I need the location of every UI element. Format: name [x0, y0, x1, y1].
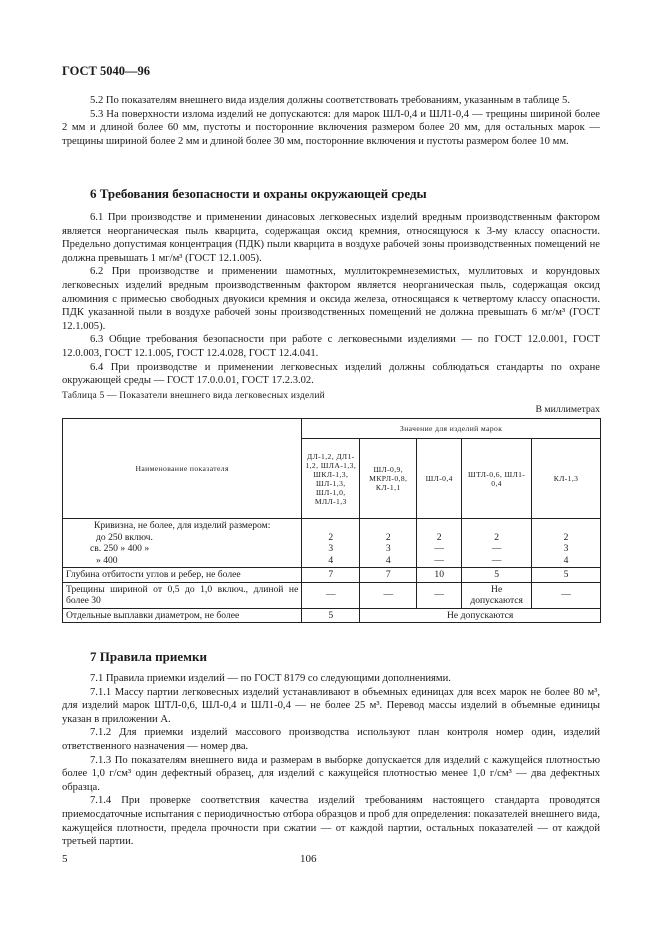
header-col-1: ДЛ-1,2, ДЛ1-1,2, ШЛА-1,3, ШКЛ-1,3, ШЛ-1,3, ШЛ-1,0, МЛЛ-1,3	[302, 439, 360, 519]
cell: 7	[302, 568, 360, 583]
paragraph-6-2: 6.2 При производстве и применении шамотных, муллитокремнеземистых, муллитовых и корундовых легковесных изделий вредным производственным фактором является неорганическая пыль, содержащая оксид алюминия с примесью свободных двуокиси кремния и оксида железа, относящаяся к четвертому классу опасности. ПДК указанной пыли в воздухе рабочей зоны производственных помещений не должна превышать 6 мг/м³ (ГОСТ 12.1.005).	[62, 266, 600, 332]
section-6-title: 6 Требования безопасности и охраны окружающей среды	[90, 186, 427, 201]
curvature-range-2: св. 250 » 400 »	[90, 543, 150, 554]
section-7-text	[62, 672, 600, 849]
table-row-chipping	[63, 568, 601, 583]
header-col-4: ШТЛ-0,6, ШЛ1-0,4	[462, 439, 532, 519]
cell: —	[417, 582, 462, 608]
cell: —	[532, 582, 601, 608]
header-value-group: Значение для изделий марок	[302, 419, 601, 439]
cell: —	[302, 582, 360, 608]
cell: Не допускаются	[462, 582, 532, 608]
header-indicator-name: Наименование показателя	[63, 419, 302, 519]
paragraph-6-1: 6.1 При производстве и применении динасовых легковесных изделий вредным производственным фактором является неорганическая пыль кварцита, содержащая оксид кремния, относящуюся к 3-му классу опасности. Предельно допустимая концентрация (ПДК) пыли кварцита в воздухе рабочей зоны производственных помещений не должна превышать 1 мг/м³ (ГОСТ 12.1.005).	[62, 212, 600, 264]
section-6-text	[62, 211, 600, 388]
cell: 7	[360, 568, 417, 583]
curvature-range-1: до 250 включ.	[96, 531, 153, 543]
cell: 2 3 4	[302, 519, 360, 568]
cell: —	[360, 582, 417, 608]
cell: 10	[417, 568, 462, 583]
paragraph-7-1-2: 7.1.2 Для приемки изделий массового производства используют план контроля номер один, изделий ответственного назначения — номер два.	[62, 727, 600, 752]
section-5-text	[62, 94, 600, 148]
header-col-5: КЛ-1,3	[532, 439, 601, 519]
curvature-range-3: » 400	[96, 554, 118, 566]
paragraph-6-3: 6.3 Общие требования безопасности при работе с легковесными изделиями — по ГОСТ 12.0.001, ГОСТ 12.0.003, ГОСТ 12.1.005, ГОСТ 12.4.028, ГОСТ 12.4.041.	[62, 334, 600, 359]
cell: 2 3 4	[532, 519, 601, 568]
page-number-center: 106	[300, 853, 317, 865]
paragraph-5-2: 5.2 По показателям внешнего вида изделия должны соответствовать требованиям, указанным в таблице 5.	[90, 95, 570, 106]
row-label-cracks: Трещины шириной от 0,5 до 1,0 включ., длиной не более 30	[63, 582, 302, 608]
cell: 2 3 4	[360, 519, 417, 568]
page-number-left: 5	[62, 853, 68, 865]
header-col-2: ШЛ-0,9, МКРЛ-0,8, КЛ-1,1	[360, 439, 417, 519]
section-7-title: 7 Правила приемки	[90, 649, 207, 664]
paragraph-7-1-1: 7.1.1 Массу партии легковесных изделий устанавливают в объемных единицах для всех марок не более 80 м³, для изделий марок ШТЛ-0,6, ШЛ-0,4 и ШЛ1-0,4 — не более 25 м³. Перевод массы изделий в объемные единицы указан в приложении А.	[62, 686, 600, 725]
standard-code: ГОСТ 5040—96	[62, 64, 151, 78]
header-col-3: ШЛ-0,4	[417, 439, 462, 519]
cell: 5	[302, 608, 360, 623]
table-row-curvature	[63, 519, 601, 568]
paragraph-5-3: 5.3 На поверхности излома изделий не допускаются: для марок ШЛ-0,4 и ШЛ1-0,4 — трещины шириной более 2 мм и длиной более 60 мм, пустоты и посторонние включения размером более 20 мм, для остальных марок — трещины шириной более 2 мм и длиной более 30 мм, посторонние включения и пустоты размером более 10 мм.	[62, 108, 600, 147]
cell: 2 — —	[462, 519, 532, 568]
cell: 5	[532, 568, 601, 583]
paragraph-7-1-3: 7.1.3 По показателям внешнего вида и размерам в выборке допускается для изделий с кажущейся плотностью более 1,0 г/см³ один дефектный образец, для изделий с кажущейся плотностью менее 1,0 г/см³ — два дефектных образца.	[62, 754, 600, 793]
cell: 5	[462, 568, 532, 583]
paragraph-7-1-4: 7.1.4 При проверке соответствия качества изделий требованиям настоящего стандарта проводятся приемосдаточные испытания с периодичностью отбора образцов и проб для определения: показателей внешнего вида, кажущейся плотности, предела прочности при сжатии — от каждой партии, остальных показателей — от каждой третьей партии.	[62, 795, 600, 848]
row-label-curvature	[63, 519, 302, 568]
row-label-chipping: Глубина отбитости углов и ребер, не более	[63, 568, 302, 583]
table-unit: В миллиметрах	[535, 404, 600, 415]
paragraph-7-1: 7.1 Правила приемки изделий — по ГОСТ 8179 со следующими дополнениями.	[90, 673, 451, 684]
table-caption: Таблица 5 — Показатели внешнего вида легковесных изделий	[62, 391, 325, 401]
cell-merged: Не допускаются	[360, 608, 601, 623]
paragraph-6-4: 6.4 При производстве и применении легковесных изделий должны соблюдаться стандарты по охране окружающей среды — ГОСТ 17.0.0.01, ГОСТ 17.2.3.02.	[62, 361, 600, 387]
curvature-label: Кривизна, не более, для изделий размером:	[93, 520, 271, 531]
table-row-cracks	[63, 582, 601, 608]
cell: 2 — —	[417, 519, 462, 568]
table-row-melts	[63, 608, 601, 623]
table-5	[62, 418, 601, 623]
row-label-melts: Отдельные выплавки диаметром, не более	[63, 608, 302, 623]
